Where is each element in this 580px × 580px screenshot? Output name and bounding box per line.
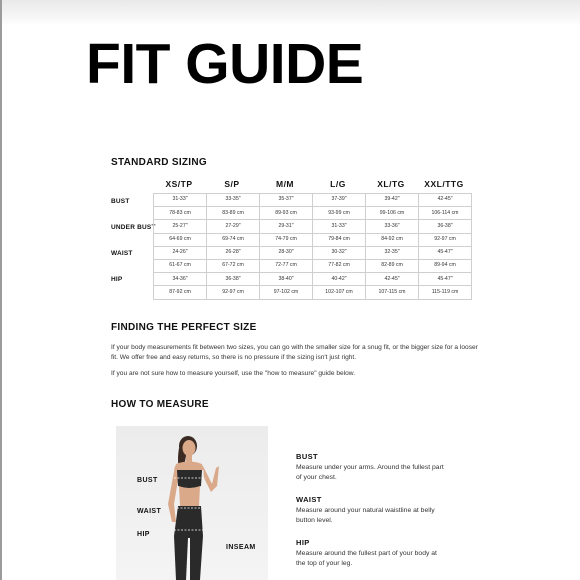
size-table xyxy=(153,193,472,300)
table-row xyxy=(154,259,472,272)
row-label-hip: HIP xyxy=(111,276,123,283)
perfect-size-paragraph: If your body measurements fit between two sizes, you can go with the smaller size for a snug fit, or the bigger size for a looser fit. We offer free and easy returns, so there is no pressure if the sizing isn't just right. xyxy=(111,344,478,361)
table-row xyxy=(154,286,472,299)
table-cell: 99-106 cm xyxy=(366,207,419,220)
page-edge-line xyxy=(0,0,2,580)
table-cell: 31-33" xyxy=(313,220,366,233)
table-cell: 40-42" xyxy=(313,273,366,286)
photo-label-bust: BUST xyxy=(137,477,158,484)
table-cell: 37-39" xyxy=(313,194,366,207)
size-header-l: L/G xyxy=(330,179,346,189)
how-to-measure-heading: HOW TO MEASURE xyxy=(111,399,209,410)
table-row xyxy=(154,246,472,259)
table-row xyxy=(154,207,472,220)
table-cell: 33-36" xyxy=(366,220,419,233)
table-cell: 29-31" xyxy=(260,220,313,233)
table-cell: 89-94 cm xyxy=(419,259,472,272)
row-label-under-bust: UNDER BUST xyxy=(111,224,156,231)
table-cell: 61-67 cm xyxy=(154,259,207,272)
table-cell: 42-45" xyxy=(366,273,419,286)
measure-hip-description: Measure around the fullest part of your body at the top of your leg. xyxy=(296,550,437,567)
table-cell: 64-69 cm xyxy=(154,233,207,246)
table-cell: 67-72 cm xyxy=(207,259,260,272)
table-cell: 115-119 cm xyxy=(419,286,472,299)
standard-sizing-heading: STANDARD SIZING xyxy=(111,157,207,168)
top-shade xyxy=(0,0,580,26)
table-row xyxy=(154,194,472,207)
table-cell: 36-38" xyxy=(419,220,472,233)
table-cell: 26-28" xyxy=(207,246,260,259)
table-cell: 42-45" xyxy=(419,194,472,207)
measure-waist-description: Measure around your natural waistline at belly button level. xyxy=(296,507,435,524)
table-cell: 82-89 cm xyxy=(366,259,419,272)
table-cell: 92-97 cm xyxy=(207,286,260,299)
size-header-m: M/M xyxy=(275,179,295,189)
photo-label-inseam: INSEAM xyxy=(226,544,256,551)
table-cell: 24-26" xyxy=(154,246,207,259)
table-cell: 36-38" xyxy=(207,273,260,286)
table-cell: 93-99 cm xyxy=(313,207,366,220)
photo-label-waist: WAIST xyxy=(137,508,162,515)
table-cell: 84-92 cm xyxy=(366,233,419,246)
row-label-bust: BUST xyxy=(111,198,130,205)
table-cell: 72-77 cm xyxy=(260,259,313,272)
table-cell: 34-36" xyxy=(154,273,207,286)
page-title: FIT GUIDE xyxy=(86,32,364,96)
measure-hint-paragraph: If you are not sure how to measure yourself, use the "how to measure" guide below. xyxy=(111,370,356,377)
table-cell: 87-92 cm xyxy=(154,286,207,299)
model-photo xyxy=(116,426,268,580)
measure-bust-heading: BUST xyxy=(296,452,319,461)
table-cell: 97-102 cm xyxy=(260,286,313,299)
table-row xyxy=(154,273,472,286)
table-cell: 30-32" xyxy=(313,246,366,259)
table-cell: 107-115 cm xyxy=(366,286,419,299)
size-header-xxl: XXL/TTG xyxy=(424,179,464,189)
perfect-size-heading: FINDING THE PERFECT SIZE xyxy=(111,322,257,333)
table-cell: 33-35" xyxy=(207,194,260,207)
photo-label-hip: HIP xyxy=(137,531,150,538)
table-cell: 38-40" xyxy=(260,273,313,286)
table-cell: 45-47" xyxy=(419,273,472,286)
table-cell: 28-30" xyxy=(260,246,313,259)
size-header-s: S/P xyxy=(224,179,240,189)
table-cell: 78-83 cm xyxy=(154,207,207,220)
measure-bust-description: Measure under your arms. Around the fullest part of your chest. xyxy=(296,464,444,481)
table-cell: 106-114 cm xyxy=(419,207,472,220)
table-cell: 27-29" xyxy=(207,220,260,233)
size-header-xl: XL/TG xyxy=(377,179,405,189)
row-label-waist: WAIST xyxy=(111,250,133,257)
table-cell: 79-84 cm xyxy=(313,233,366,246)
table-cell: 35-37" xyxy=(260,194,313,207)
table-cell: 31-33" xyxy=(154,194,207,207)
table-cell: 83-89 cm xyxy=(207,207,260,220)
table-cell: 77-82 cm xyxy=(313,259,366,272)
size-header-xs: XS/TP xyxy=(165,179,193,189)
measure-waist-heading: WAIST xyxy=(296,495,322,504)
table-cell: 102-107 cm xyxy=(313,286,366,299)
measure-hip-heading: HIP xyxy=(296,538,310,547)
table-cell: 89-93 cm xyxy=(260,207,313,220)
table-cell: 74-79 cm xyxy=(260,233,313,246)
table-row xyxy=(154,233,472,246)
table-cell: 92-97 cm xyxy=(419,233,472,246)
model-figure xyxy=(116,426,268,580)
table-cell: 69-74 cm xyxy=(207,233,260,246)
table-cell: 32-35" xyxy=(366,246,419,259)
table-row xyxy=(154,220,472,233)
table-cell: 45-47" xyxy=(419,246,472,259)
table-cell: 39-42" xyxy=(366,194,419,207)
table-cell: 25-27" xyxy=(154,220,207,233)
